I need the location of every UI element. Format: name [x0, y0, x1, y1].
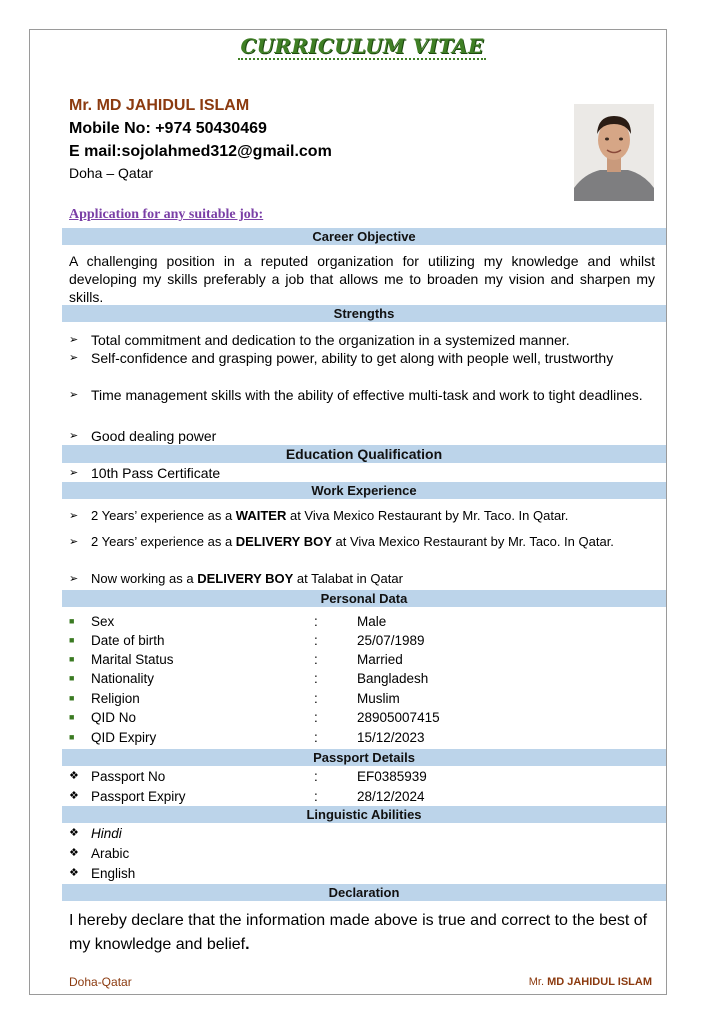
personal-row-religion: ■ Religion : Muslim	[69, 691, 400, 706]
section-education: Education Qualification	[62, 445, 666, 463]
diamond-bullet-icon: ❖	[69, 827, 79, 839]
profile-photo	[574, 104, 654, 201]
arrow-bullet-icon: ➢	[69, 467, 79, 479]
list-item: ➢ Now working as a DELIVERY BOY at Talabat in Qatar	[69, 571, 403, 586]
section-passport-details: Passport Details	[62, 749, 666, 766]
list-item: ➢ 10th Pass Certificate	[69, 465, 221, 481]
diamond-bullet-icon: ❖	[69, 867, 79, 879]
personal-row-qid-no: ■ QID No : 28905007415	[69, 710, 440, 725]
square-bullet-icon: ■	[69, 673, 75, 683]
arrow-bullet-icon: ➢	[69, 430, 79, 442]
personal-row-marital: ■ Marital Status : Married	[69, 652, 403, 667]
arrow-bullet-icon: ➢	[69, 352, 79, 364]
personal-row-nationality: ■ Nationality : Bangladesh	[69, 671, 429, 686]
personal-row-dob: ■ Date of birth : 25/07/1989	[69, 633, 425, 648]
list-item: ➢ Total commitment and dedication to the organization in a systemized manner.	[69, 332, 570, 348]
candidate-name: Mr. MD JAHIDUL ISLAM	[69, 97, 250, 114]
square-bullet-icon: ■	[69, 616, 75, 626]
mobile-number: Mobile No: +974 50430469	[69, 120, 267, 137]
passport-row-number: ❖ Passport No : EF0385939	[69, 769, 427, 784]
email-address: E mail:sojolahmed312@gmail.com	[69, 143, 332, 160]
diamond-bullet-icon: ❖	[69, 770, 79, 782]
square-bullet-icon: ■	[69, 732, 75, 742]
section-declaration: Declaration	[62, 884, 666, 901]
list-item: ❖ Hindi	[69, 826, 122, 841]
section-strengths: Strengths	[62, 305, 666, 322]
portrait-illustration	[574, 104, 654, 201]
list-item: ➢ Time management skills with the ability of effective multi-task and work to tight deadlines.	[69, 387, 643, 403]
square-bullet-icon: ■	[69, 654, 75, 664]
list-item: ➢ 2 Years’ experience as a DELIVERY BOY at Viva Mexico Restaurant by Mr. Taco. In Qatar.	[69, 534, 614, 549]
arrow-bullet-icon: ➢	[69, 536, 79, 548]
personal-row-sex: ■ Sex : Male	[69, 614, 387, 629]
document-title: CURRICULUM VITAE	[240, 34, 484, 58]
square-bullet-icon: ■	[69, 635, 75, 645]
footer-name: Mr. MD JAHIDUL ISLAM	[528, 976, 652, 988]
arrow-bullet-icon: ➢	[69, 573, 79, 585]
list-item: ➢ Good dealing power	[69, 428, 217, 444]
section-personal-data: Personal Data	[62, 590, 666, 607]
footer-location: Doha-Qatar	[69, 975, 132, 989]
diamond-bullet-icon: ❖	[69, 790, 79, 802]
section-work-experience: Work Experience	[62, 482, 666, 499]
square-bullet-icon: ■	[69, 693, 75, 703]
list-item: ❖ English	[69, 866, 136, 881]
passport-row-expiry: ❖ Passport Expiry : 28/12/2024	[69, 789, 425, 804]
list-item: ➢ Self-confidence and grasping power, ability to get along with people well, trustworthy	[69, 350, 614, 366]
career-objective-text: A challenging position in a reputed organization for utilizing my knowledge and whilst developing my skills preferably a job that allows me to broaden my vision and sharpen my skills.	[69, 253, 655, 305]
list-item: ❖ Arabic	[69, 846, 130, 861]
declaration-text: I hereby declare that the information made above is true and correct to the best of my knowledge and belief.	[69, 912, 648, 953]
arrow-bullet-icon: ➢	[69, 334, 79, 346]
diamond-bullet-icon: ❖	[69, 847, 79, 859]
arrow-bullet-icon: ➢	[69, 389, 79, 401]
list-item: ➢ 2 Years’ experience as a WAITER at Viva Mexico Restaurant by Mr. Taco. In Qatar.	[69, 508, 569, 523]
arrow-bullet-icon: ➢	[69, 510, 79, 522]
location: Doha – Qatar	[69, 165, 154, 181]
section-linguistic-abilities: Linguistic Abilities	[62, 806, 666, 823]
square-bullet-icon: ■	[69, 712, 75, 722]
application-heading: Application for any suitable job:	[69, 207, 264, 222]
personal-row-qid-expiry: ■ QID Expiry : 15/12/2023	[69, 730, 425, 745]
section-career-objective: Career Objective	[62, 228, 666, 245]
